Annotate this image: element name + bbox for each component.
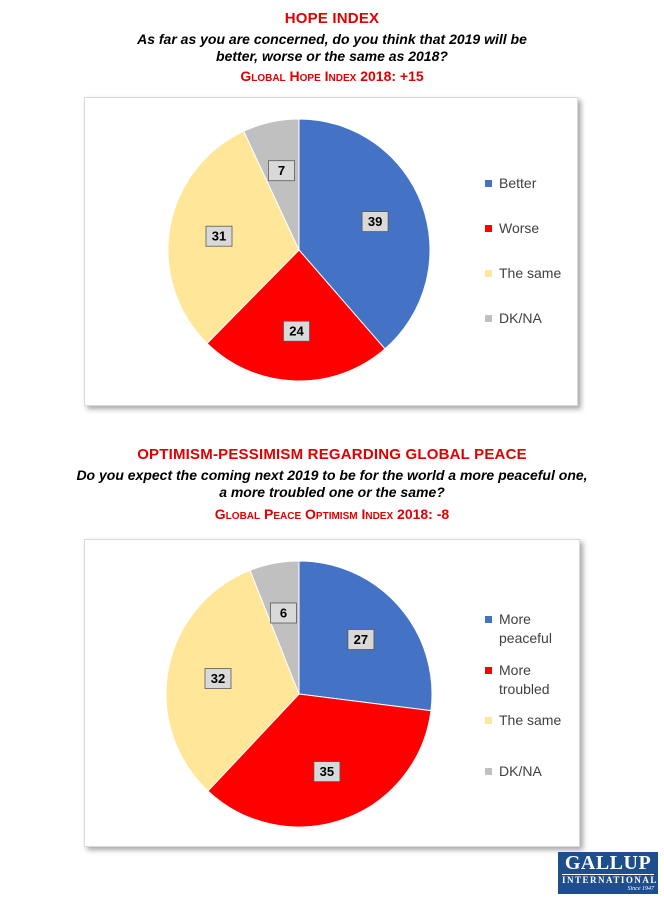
- data-label-value: 32: [210, 671, 226, 686]
- section1-index-text: Global Hope Index 2018: +15: [240, 68, 424, 84]
- legend-swatch: [485, 717, 492, 724]
- section2-title: OPTIMISM-PESSIMISM REGARDING GLOBAL PEACE: [137, 446, 527, 463]
- data-label-the-same: [206, 226, 232, 246]
- data-label-value: 7: [277, 163, 286, 179]
- hope-index-legend: [485, 174, 575, 334]
- legend-label: DK/NA: [499, 310, 542, 326]
- legend-label: Worse: [499, 220, 540, 236]
- section2-question: [0, 467, 664, 501]
- section2-index-text: Global Peace Optimism Index 2018: -8: [214, 506, 450, 522]
- legend-label: The same: [499, 265, 562, 281]
- legend-label: The same: [499, 712, 562, 728]
- logo-name: GALLUP: [564, 852, 652, 874]
- section1-question: [0, 31, 664, 65]
- data-label-dk-na: [269, 161, 295, 181]
- legend-label: More peaceful: [499, 611, 552, 646]
- data-label-the-same: [205, 669, 231, 689]
- legend-swatch: [485, 270, 492, 277]
- data-label-better: [362, 212, 388, 232]
- peace-optimism-legend: [485, 610, 577, 790]
- peace-optimism-chart-panel: [84, 539, 580, 847]
- gallup-international-logo: [558, 852, 658, 894]
- data-label-worse: [284, 321, 310, 341]
- section1-question-line2: better, worse or the same as 2018?: [216, 48, 448, 64]
- section2-question-line2: a more troubled one or the same?: [219, 484, 445, 500]
- section1-index-label: [0, 68, 664, 84]
- legend-label: DK/NA: [499, 763, 542, 779]
- data-label-value: 35: [319, 764, 335, 780]
- legend-swatch: [485, 225, 492, 232]
- legend-label: More troubled: [499, 662, 550, 697]
- legend-swatch: [485, 768, 492, 775]
- data-label-value: 31: [211, 228, 227, 244]
- data-label-value: 39: [367, 214, 383, 230]
- legend-swatch: [485, 667, 492, 674]
- section1-title: HOPE INDEX: [284, 10, 380, 27]
- hope-index-chart-panel: [84, 97, 578, 406]
- data-label-value: 27: [353, 632, 369, 647]
- data-label-more-troubled: [314, 762, 340, 782]
- legend-swatch: [485, 616, 492, 623]
- data-label-more-peaceful: [348, 630, 374, 650]
- legend-swatch: [485, 315, 492, 322]
- legend-swatch: [485, 180, 492, 187]
- logo-sub: INTERNATIONAL: [562, 875, 658, 885]
- data-label-value: 24: [289, 323, 304, 339]
- data-label-value: 6: [279, 605, 288, 621]
- logo-since: Since 1947: [627, 886, 654, 892]
- legend-label: Better: [499, 175, 537, 191]
- data-label-dk-na: [271, 603, 297, 623]
- section2-question-line1: Do you expect the coming next 2019 to be for the world a more peaceful one,: [76, 467, 588, 483]
- section1-question-line1: As far as you are concerned, do you think that 2019 will be: [137, 31, 527, 47]
- section2-index-label: [0, 506, 664, 522]
